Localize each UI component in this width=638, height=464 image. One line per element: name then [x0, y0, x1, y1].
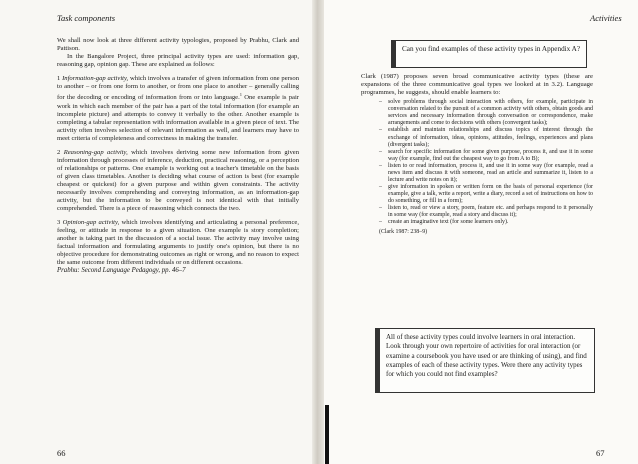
list-item: – solve problems through social interaction with others, for example, participate in conversation related to the pursuit of a common activity with others, obtain goods and services and necessary information through conversation or correspondence, make arrangements and come to decisions with others (convergent tasks);: [379, 99, 593, 127]
item-information-gap: 1 Information-gap activity, which involves a transfer of given information from one person to another – or from one form to another, or from one place to another – generally calling for the decoding or encoding of information from or into language.$^1$ One example is pair work in which each member of the pair has a part of the total information (for example an incomplete picture) and attempts to convey it verbally to the other. Another example is completing a tabular representation with information available in a given piece of text. The activity often involves selection of relevant information as well, and learners may have to meet criteria of completeness and correctness in making the transfer.: [57, 75, 299, 142]
left-page: [0, 0, 318, 464]
question-text-top: Can you find examples of these activity types in Appendix A?: [402, 45, 581, 53]
running-head-right: Activities: [590, 13, 622, 23]
list-item: – create an imaginative text (for some learners only).: [379, 219, 593, 226]
source-citation: Prabhu: Second Language Pedagogy, pp. 46–7: [57, 267, 186, 275]
item-opinion-gap: 3 Opinion-gap activity, which involves identifying and articulating a personal preference, feeling, or attitude in response to a given situation. One example is story completion; another is taking part in the discussion of a social issue. The activity may involve using factual information and formulating arguments to justify one's opinion, but there is no objective procedure for demonstrating outcomes as right or wrong, and no reason to expect the same outcome from different individuals or on different occasions.: [57, 219, 299, 267]
list-item: – give information in spoken or written form on the basis of personal experience (for example, give a talk, write a report, write a diary, record a set of instructions on how to do something, or fill in a form);: [379, 184, 593, 205]
list-item: – search for specific information for some given purpose, process it, and use it in some way (for example, find out the cheapest way to go from A to B);: [379, 149, 593, 163]
page-number-right: 67: [596, 448, 605, 458]
box-accent-bar: [376, 329, 380, 392]
footnote-marker: 1: [239, 92, 242, 98]
activity-list: [361, 99, 593, 226]
item-reasoning-gap: 2 Reasoning-gap activity, which involves deriving some new information from given information through processes of inference, deduction, practical reasoning, or a perception of relationships or patterns. One example is working out a teacher's timetable on the basis of given class timetables. Another is deciding what course of action is best (for example cheapest or quickest) for a given purpose and within given constraints. The activity necessarily involves comprehending and conveying information, as an information-gap activity, but the information to be conveyed is not identical with that initially comprehended. There is a piece of reasoning which connects the two.: [57, 148, 299, 213]
list-item: – establish and maintain relationships and discuss topics of interest through the exchange of information, ideas, opinions, attitudes, feelings, experiences and plans (divergent tasks);: [379, 127, 593, 148]
clark-paragraph: Clark (1987) proposes seven broad communicative activity types (these are expansions of the three communicative goal types we looked at in 3.2). Language programmes, he suggests, should enable learners to:: [361, 73, 593, 97]
question-box-top: [391, 40, 587, 68]
list-item: – listen to, read or view a story, poem, feature etc. and perhaps respond to it personally in some way (for example, read a story and discuss it);: [379, 205, 593, 219]
intro-paragraph: We shall now look at three different activity typologies, proposed by Prabhu, Clark and Pattison.: [57, 37, 299, 53]
book-spine-shadow: [325, 405, 329, 464]
term-information-gap: Information-gap activity,: [62, 75, 129, 83]
book-gutter: [312, 0, 324, 464]
right-body: [361, 73, 593, 236]
running-head-left: Task components: [57, 13, 116, 23]
box-accent-bar: [392, 41, 396, 67]
left-body: [57, 37, 299, 275]
question-text-bottom: All of these activity types could involve learners in oral interaction. Look through your own repertoire of activities for oral interaction (or examine a coursebook you have used or are thinking of using), and find examples of each of these activity types. Were there any activity types for which you could not find examples?: [386, 333, 587, 379]
term-opinion-gap: Opinion-gap activity,: [62, 219, 120, 227]
question-box-bottom: [375, 328, 595, 393]
intro-paragraph-2: In the Bangalore Project, three principal activity types are used: information gap, reasoning gap, opinion gap. These are explained as follows:: [57, 53, 299, 69]
list-item: – listen to or read information, process it, and use it in some way (for example, read a news item and discuss it with someone, read an article and summarize it, listen to a lecture and write notes on it);: [379, 163, 593, 184]
term-reasoning-gap: Reasoning-gap activity,: [63, 148, 128, 156]
page-number-left: 66: [57, 448, 66, 458]
clark-citation: (Clark 1987: 238–9): [379, 229, 428, 236]
